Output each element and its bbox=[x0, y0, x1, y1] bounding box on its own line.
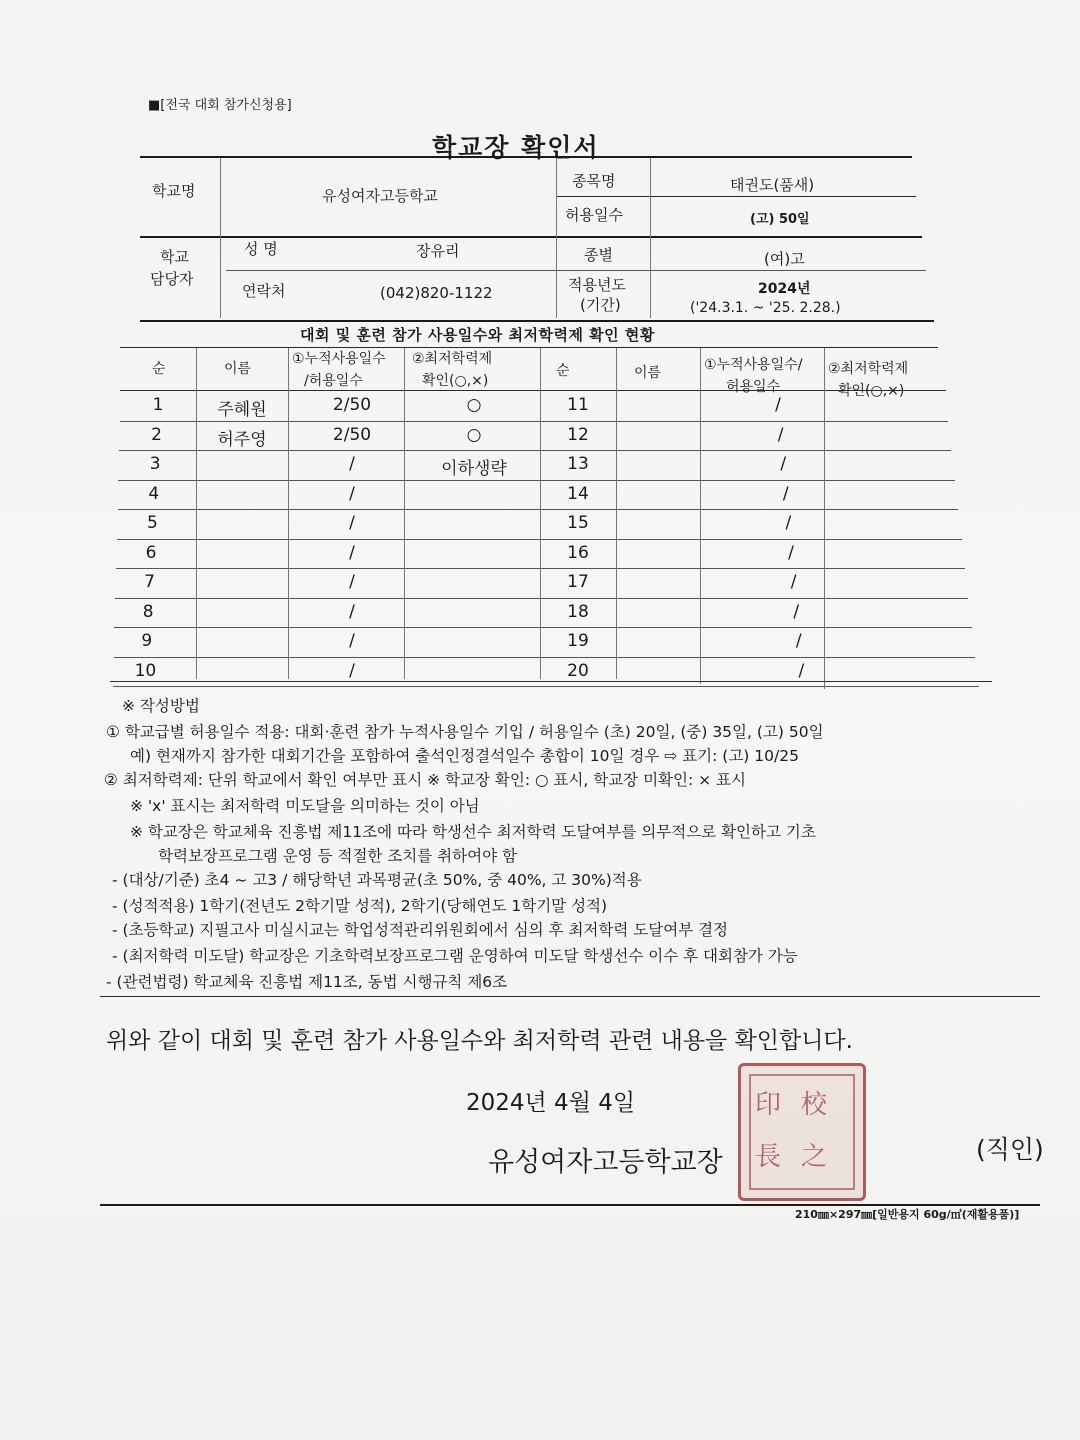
year-value: 2024년 bbox=[758, 281, 811, 297]
table-cell-days: / bbox=[782, 483, 789, 504]
header-no: 순 bbox=[152, 361, 166, 377]
table-cell-name: 주혜원 bbox=[217, 400, 267, 420]
seal-note: (직인) bbox=[976, 1135, 1044, 1164]
header-days: ①누적사용일수/ bbox=[704, 357, 803, 373]
table-cell-no: 17 bbox=[567, 572, 589, 592]
table-cell-no: 18 bbox=[567, 601, 589, 622]
sport-label: 종목명 bbox=[572, 172, 616, 190]
header-name: 이름 bbox=[224, 361, 252, 377]
table-cell-check: ○ bbox=[466, 395, 482, 415]
table-cell-no: 15 bbox=[567, 513, 589, 533]
table-cell-days: / bbox=[349, 572, 355, 592]
info-rule bbox=[556, 196, 916, 197]
table-cell-no: 13 bbox=[567, 454, 589, 474]
name-label: 성 명 bbox=[244, 240, 278, 258]
table-cell-check: 이하생략 bbox=[441, 459, 507, 479]
table-cell-no: 1 bbox=[152, 395, 164, 415]
staff-name: 장유리 bbox=[416, 242, 460, 260]
table-column-divider bbox=[824, 348, 825, 689]
table-row-rule bbox=[115, 598, 968, 599]
table-column-divider bbox=[540, 348, 541, 679]
staff-label: 담당자 bbox=[150, 270, 194, 288]
table-cell-days: / bbox=[777, 424, 784, 445]
table-column-divider bbox=[404, 348, 405, 679]
document-title: 학교장 확인서 bbox=[432, 133, 600, 162]
table-row-rule bbox=[118, 480, 954, 481]
table-cell-no: 6 bbox=[145, 542, 157, 563]
form-label: ■[전국 대회 참가신청용] bbox=[148, 98, 292, 113]
table-cell-no: 8 bbox=[142, 601, 154, 622]
table-cell-days: / bbox=[349, 483, 355, 504]
header-check: ②최저학력제 bbox=[828, 361, 909, 377]
table-cell-days: / bbox=[349, 542, 355, 563]
school-name-label: 학교명 bbox=[152, 182, 196, 200]
notes-rule bbox=[100, 996, 1040, 997]
table-cell-name: 허주영 bbox=[217, 429, 267, 450]
table-cell-days: / bbox=[349, 660, 355, 681]
table-cell-days: 2/50 bbox=[332, 424, 372, 445]
table-cell-no: 11 bbox=[567, 395, 589, 415]
gender-value: (여)고 bbox=[764, 250, 805, 268]
notes-heading: ※ 작성방법 bbox=[122, 697, 200, 715]
note-line: - (관련법령) 학교체육 진흥법 제11조, 동법 시행규칙 제6조 bbox=[106, 973, 508, 991]
principal-signature: 유성여자고등학교장 bbox=[488, 1147, 723, 1178]
header-no: 순 bbox=[556, 363, 570, 379]
table-row-rule bbox=[113, 686, 979, 687]
table-cell-days: / bbox=[349, 513, 355, 533]
table-title: 대회 및 훈련 참가 사용일수와 최저학력제 확인 현황 bbox=[300, 326, 655, 344]
table-row-rule bbox=[119, 450, 951, 451]
table-cell-days: 2/50 bbox=[332, 395, 372, 415]
document-date: 2024년 4월 4일 bbox=[466, 1090, 636, 1116]
header-days: ①누적사용일수 bbox=[292, 351, 386, 367]
table-bottom-rule bbox=[110, 681, 992, 682]
note-line: - (성적적용) 1학기(전년도 2학기말 성적), 2학기(당해연도 1학기말 성적) bbox=[112, 897, 608, 915]
table-cell-no: 16 bbox=[567, 542, 589, 563]
table-cell-days: / bbox=[349, 454, 355, 474]
table-column-divider bbox=[288, 348, 289, 679]
table-cell-days: / bbox=[775, 395, 781, 415]
table-cell-days: / bbox=[785, 513, 792, 533]
note-line: - (대상/기준) 초4 ~ 고3 / 해당학년 과목평균(초 50%, 중 40%, 고 30%)적용 bbox=[112, 871, 642, 889]
table-cell-no: 4 bbox=[148, 483, 160, 504]
table-cell-days: / bbox=[349, 601, 355, 622]
note-line: 학력보장프로그램 운영 등 적절한 조치를 취하여야 함 bbox=[158, 847, 517, 865]
table-row-rule bbox=[114, 657, 976, 658]
table-cell-no: 14 bbox=[567, 483, 589, 504]
note-line: - (초등학교) 지필고사 미실시교는 학업성적관리위원회에서 심의 후 최저학력 도달여부 결정 bbox=[112, 921, 729, 939]
table-column-divider bbox=[700, 348, 701, 684]
note-line: ※ 'x' 표시는 최저학력 미도달을 의미하는 것이 아님 bbox=[130, 797, 480, 815]
info-divider bbox=[650, 158, 651, 318]
year-label: 적용년도 bbox=[568, 276, 626, 294]
table-cell-days: / bbox=[788, 542, 794, 563]
header-name: 이름 bbox=[634, 365, 662, 381]
table-cell-days: / bbox=[349, 631, 355, 651]
table-cell-no: 3 bbox=[149, 454, 161, 474]
info-divider bbox=[556, 158, 557, 318]
table-cell-days: / bbox=[798, 660, 805, 681]
table-rule bbox=[120, 390, 946, 391]
table-cell-check: ○ bbox=[466, 424, 482, 445]
header-check: 확인(○,×) bbox=[838, 383, 905, 399]
contact-value: (042)820-1122 bbox=[380, 284, 493, 302]
table-cell-days: / bbox=[793, 601, 800, 622]
table-cell-no: 20 bbox=[567, 660, 589, 681]
sport-value: 태권도(품새) bbox=[730, 176, 815, 194]
table-row-rule bbox=[114, 627, 971, 628]
gender-label: 종별 bbox=[584, 246, 613, 264]
table-cell-days: / bbox=[780, 454, 787, 474]
year-label: (기간) bbox=[580, 296, 621, 314]
note-line: - (최저학력 미도달) 학교장은 기초학력보장프로그램 운영하여 미도달 학생선수 이수 후 대회참가 가능 bbox=[112, 947, 798, 965]
table-cell-no: 12 bbox=[567, 424, 589, 445]
table-cell-no: 10 bbox=[134, 660, 157, 681]
table-cell-no: 7 bbox=[144, 572, 155, 592]
allowed-days-value: (고) 50일 bbox=[750, 212, 810, 227]
contact-label: 연락처 bbox=[242, 282, 286, 300]
paper-size-note: 210㎜×297㎜[일반용지 60g/㎡(재활용품)] bbox=[795, 1208, 1020, 1221]
period-value: ('24.3.1. ~ '25. 2.28.) bbox=[690, 300, 841, 316]
allowed-days-label: 허용일수 bbox=[565, 206, 623, 224]
table-row-rule bbox=[118, 509, 959, 510]
official-seal: 印 校 長 之 bbox=[738, 1063, 866, 1201]
note-line: 예) 현재까지 참가한 대회기간을 포함하여 출석인정결석일수 총합이 10일 경우 ⇨ 표기: (고) 10/25 bbox=[130, 747, 799, 765]
note-line: ① 학교급별 허용일수 적용: 대회·훈련 참가 누적사용일수 기입 / 허용일수 (초) 20일, (중) 35일, (고) 50일 bbox=[106, 723, 824, 741]
table-column-divider bbox=[196, 348, 197, 679]
table-column-divider bbox=[616, 348, 617, 679]
note-line: ② 최저학력제: 단위 학교에서 확인 여부만 표시 ※ 학교장 확인: ○ 표시, 학교장 미확인: × 표시 bbox=[104, 771, 747, 789]
title-rule bbox=[140, 156, 912, 158]
info-rule bbox=[226, 270, 926, 271]
note-line: ※ 학교장은 학교체육 진흥법 제11조에 따라 학생선수 최저학력 도달여부를 의무적으로 확인하고 기초 bbox=[130, 823, 816, 841]
table-cell-days: / bbox=[795, 631, 802, 651]
header-days: /허용일수 bbox=[304, 373, 363, 389]
header-check: ②최저학력제 bbox=[412, 351, 493, 367]
info-divider bbox=[220, 158, 221, 318]
info-rule bbox=[140, 320, 934, 322]
table-cell-no: 5 bbox=[146, 513, 158, 533]
table-cell-no: 19 bbox=[567, 631, 589, 651]
table-cell-days: / bbox=[790, 572, 797, 592]
header-days: 허용일수 bbox=[726, 379, 781, 395]
school-name: 유성여자고등학교 bbox=[322, 187, 438, 205]
table-cell-no: 9 bbox=[141, 631, 153, 651]
staff-label: 학교 bbox=[160, 248, 189, 266]
table-rule bbox=[120, 347, 938, 348]
confirm-statement: 위와 같이 대회 및 훈련 참가 사용일수와 최저학력 관련 내용을 확인합니다. bbox=[106, 1028, 853, 1054]
table-cell-no: 2 bbox=[151, 424, 162, 445]
header-check: 확인(○,×) bbox=[422, 373, 489, 389]
